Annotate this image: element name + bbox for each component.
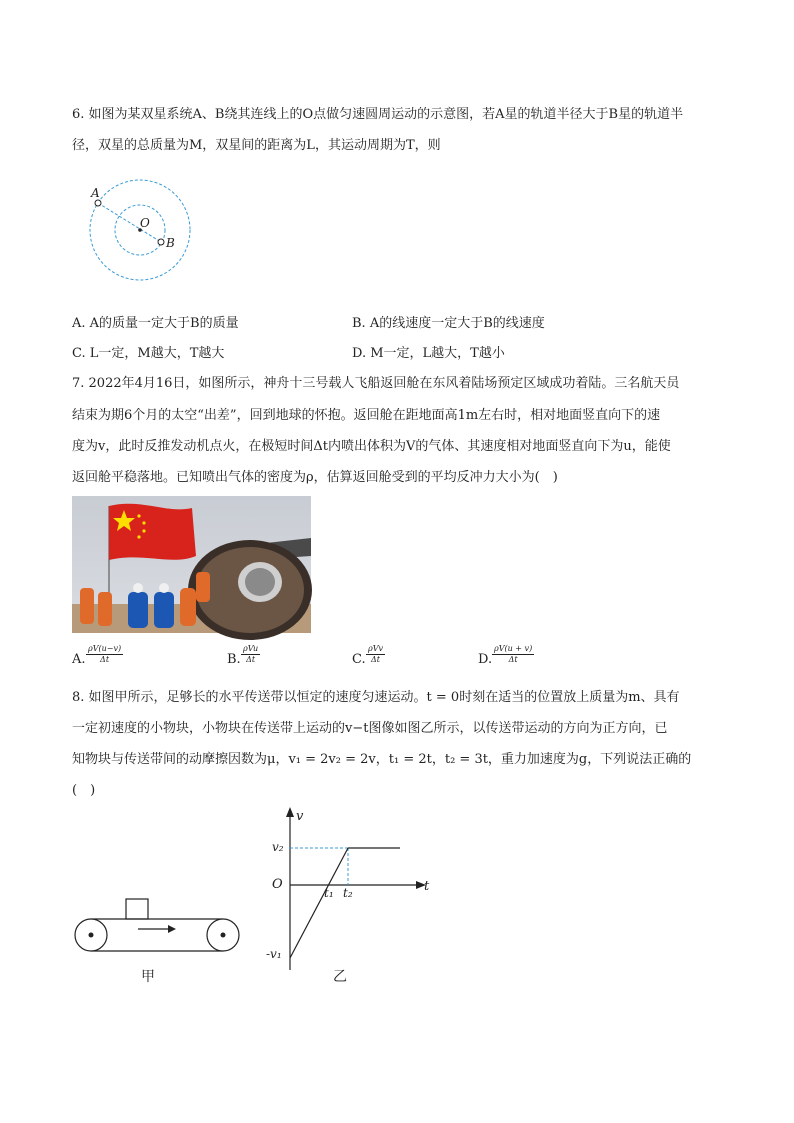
- q7-option-c-fraction: [366, 644, 385, 665]
- q8-stem-line3: 知物块与传送带间的动摩擦因数为μ，v₁ = 2v₂ = 2v，t₁ = 2t，t₂ = 3t，重力加速度为g，下列说法正确的: [72, 752, 692, 767]
- q7-option-a-denominator: Δt: [100, 655, 110, 664]
- q6-option-b: B. A的线速度一定大于B的线速度: [352, 316, 545, 331]
- q7-option-c-prefix: C.: [352, 652, 366, 667]
- q7-stem-line1: 7. 2022年4月16日，如图所示，神舟十三号载人飞船返回舱在东风着陆场预定区域成功着陆。三名航天员: [72, 376, 680, 391]
- q7-stem-line4: 返回舱平稳落地。已知喷出气体的密度为ρ，估算返回舱受到的平均反冲力大小为( ): [72, 470, 558, 485]
- q6-option-a: A. A的质量一定大于B的质量: [72, 316, 239, 331]
- t2-label: t₂: [343, 886, 353, 900]
- star-a-marker: [95, 200, 101, 206]
- neg-v1-label: -v₁: [266, 947, 282, 961]
- v-axis-label: v: [296, 809, 304, 824]
- center-o-label: O: [140, 216, 150, 230]
- conveyor-belt-diagram: [72, 895, 244, 955]
- q6-option-c: C. L一定，M越大，T越大: [72, 346, 225, 361]
- q8-stem-line2: 一定初速度的小物块，小物块在传送带上运动的v−t图像如图乙所示，以传送带运动的方向为正方向，已: [72, 721, 668, 736]
- v2-label: v₂: [272, 840, 284, 854]
- q7-option-b-numerator: ρVu: [243, 644, 259, 653]
- q7-stem-line2: 结束为期6个月的太空“出差”，回到地球的怀抱。返回舱在距地面高1m左右时，相对地面竖直向下的速: [72, 408, 661, 423]
- q7-option-a-fraction: [86, 644, 123, 665]
- q6-option-d: D. M一定，L越大，T越小: [352, 346, 505, 361]
- star-a-label: A: [91, 186, 100, 200]
- q7-option-d-fraction: [492, 644, 534, 665]
- q7-option-a-prefix: A.: [72, 652, 86, 667]
- figure-jia-caption: 甲: [141, 969, 155, 985]
- q7-option-a-numerator: ρV(u−v): [88, 644, 122, 653]
- q7-option-c-numerator: ρVv: [368, 644, 383, 653]
- t-axis-label: t: [424, 879, 430, 894]
- q6-stem-line2: 径，双星的总质量为M，双星间的距离为L，其运动周期为T，则: [72, 138, 441, 153]
- origin-label: O: [272, 877, 283, 892]
- q7-option-d-prefix: D.: [478, 652, 493, 667]
- q7-option-b-prefix: B.: [227, 652, 241, 667]
- t1-label: t₁: [324, 886, 334, 900]
- q7-stem-line3: 度为v，此时反推发动机点火，在极短时间Δt内喷出体积为V的气体、其速度相对地面竖直向下为u，能使: [72, 439, 671, 454]
- figure-yi-caption: 乙: [333, 969, 347, 985]
- q7-option-d-numerator: ρV(u + v): [494, 644, 533, 653]
- landing-photo: [72, 496, 311, 633]
- q6-stem-line1: 6. 如图为某双星系统A、B绕其连线上的O点做匀速圆周运动的示意图，若A星的轨道半径大于B星的轨道半: [72, 107, 684, 122]
- q7-option-b-fraction: [241, 644, 260, 665]
- velocity-line: [290, 848, 348, 958]
- star-b-label: B: [166, 236, 175, 250]
- q8-stem-line1: 8. 如图甲所示，足够长的水平传送带以恒定的速度匀速运动。t = 0时刻在适当的位置放上质量为m、具有: [72, 690, 680, 705]
- block-on-belt: [126, 899, 148, 919]
- q7-option-d-denominator: Δt: [508, 655, 518, 664]
- q7-option-b-denominator: Δt: [246, 655, 256, 664]
- q8-stem-line4: ( ): [72, 783, 96, 798]
- q7-option-c-denominator: Δt: [371, 655, 380, 664]
- star-b-marker: [158, 239, 164, 245]
